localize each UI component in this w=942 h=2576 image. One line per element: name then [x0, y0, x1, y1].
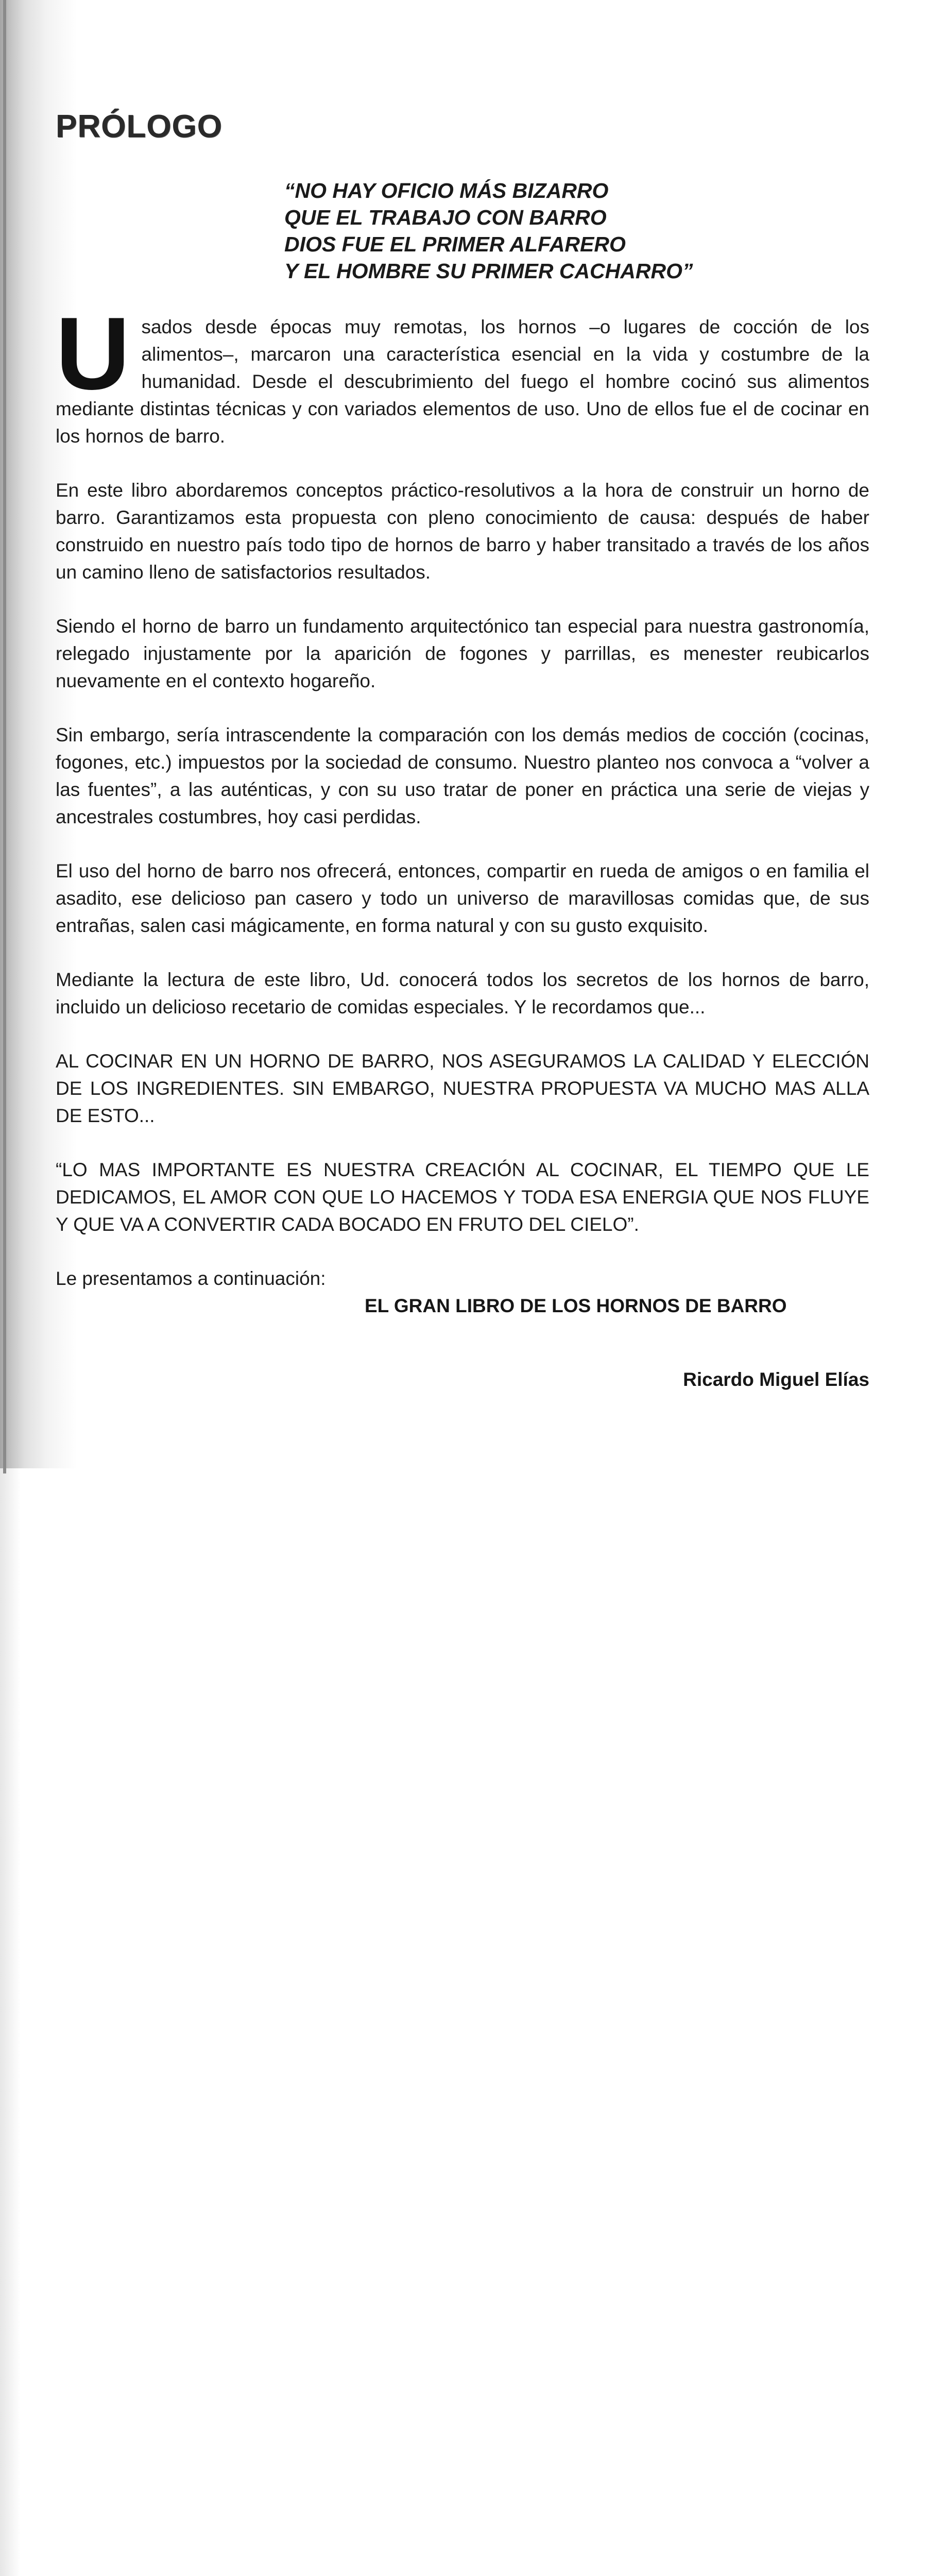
paragraph-text: sados desde épocas muy remotas, los hornos –o lugares de cocción de los alimentos–, marcaron una característica esencial en la vida y costumbre de la humanidad. Desde el descubrimiento del fuego el hombre cocinó sus alimentos mediante distintas técnicas y con variados elementos de uso. Uno de ellos fue el de cocinar en los hornos de barro.: [56, 316, 869, 447]
paragraph-quote: “LO MAS IMPORTANTE ES NUESTRA CREACIÓN AL COCINAR, EL TIEMPO QUE LE DEDICAMOS, EL AMOR CON QUE LO HACEMOS Y TODA ESA ENERGIA QUE NOS FLUYE Y QUE VA A CONVERTIR CADA BOCADO EN FRUTO DEL CIELO”.: [56, 1159, 869, 1235]
scan-shadow-edge-lower: [0, 1468, 21, 2576]
paragraph-uppercase: AL COCINAR EN UN HORNO DE BARRO, NOS ASEGURAMOS LA CALIDAD Y ELECCIÓN DE LOS INGREDIENTES. SIN EMBARGO, NUESTRA PROPUESTA VA MUCHO MAS ALLA DE ESTO...: [56, 1050, 869, 1126]
paragraph-intro: [56, 296, 869, 450]
paragraph: Sin embargo, sería intrascendente la comparación con los demás medios de cocción (cocinas, fogones, etc.) impuestos por la sociedad de consumo. Nuestro planteo nos convoca a “volver a las fuentes”, a las auténticas, y con su uso tratar de poner en práctica una serie de viejas y ancestrales costumbres, hoy casi perdidas.: [56, 724, 869, 827]
book-title: EL GRAN LIBRO DE LOS HORNOS DE BARRO: [365, 1295, 787, 1316]
author-signature: Ricardo Miguel Elías: [683, 1369, 869, 1390]
epigraph-line: Y EL HOMBRE SU PRIMER CACHARRO”: [284, 259, 693, 283]
prologue-body: [56, 296, 869, 1393]
epigraph-line: QUE EL TRABAJO CON BARRO: [284, 206, 607, 229]
paragraph: Siendo el horno de barro un fundamento arquitectónico tan especial para nuestra gastronomía, relegado injustamente por la aparición de fogones y parrillas, es menester reubicarlos nuevamente en el contexto hogareño.: [56, 616, 869, 691]
paragraph: El uso del horno de barro nos ofrecerá, entonces, compartir en rueda de amigos o en familia el asadito, ese delicioso pan casero y todo un universo de maravillosas comidas que, de sus entrañas, salen casi mágicamente, en forma natural y con su gusto exquisito.: [56, 860, 869, 936]
page-title: PRÓLOGO: [56, 109, 222, 144]
book-spine-line: [3, 0, 6, 1473]
epigraph: [284, 177, 693, 284]
paragraph: En este libro abordaremos conceptos práctico-resolutivos a la hora de construir un horno de barro. Garantizamos esta propuesta con pleno conocimiento de causa: después de haber construido en nuestro país todo tipo de hornos de barro y haber transitado a través de los años un camino lleno de satisfactorios resultados.: [56, 480, 869, 583]
paragraph: Mediante la lectura de este libro, Ud. conocerá todos los secretos de los hornos de barro, incluido un delicioso recetario de comidas especiales. Y le recordamos que...: [56, 969, 869, 1018]
intro-line: Le presentamos a continuación:: [56, 1268, 326, 1289]
epigraph-line: DIOS FUE EL PRIMER ALFARERO: [284, 232, 626, 256]
epigraph-line: “NO HAY OFICIO MÁS BIZARRO: [284, 179, 609, 202]
drop-cap: U: [56, 296, 130, 411]
